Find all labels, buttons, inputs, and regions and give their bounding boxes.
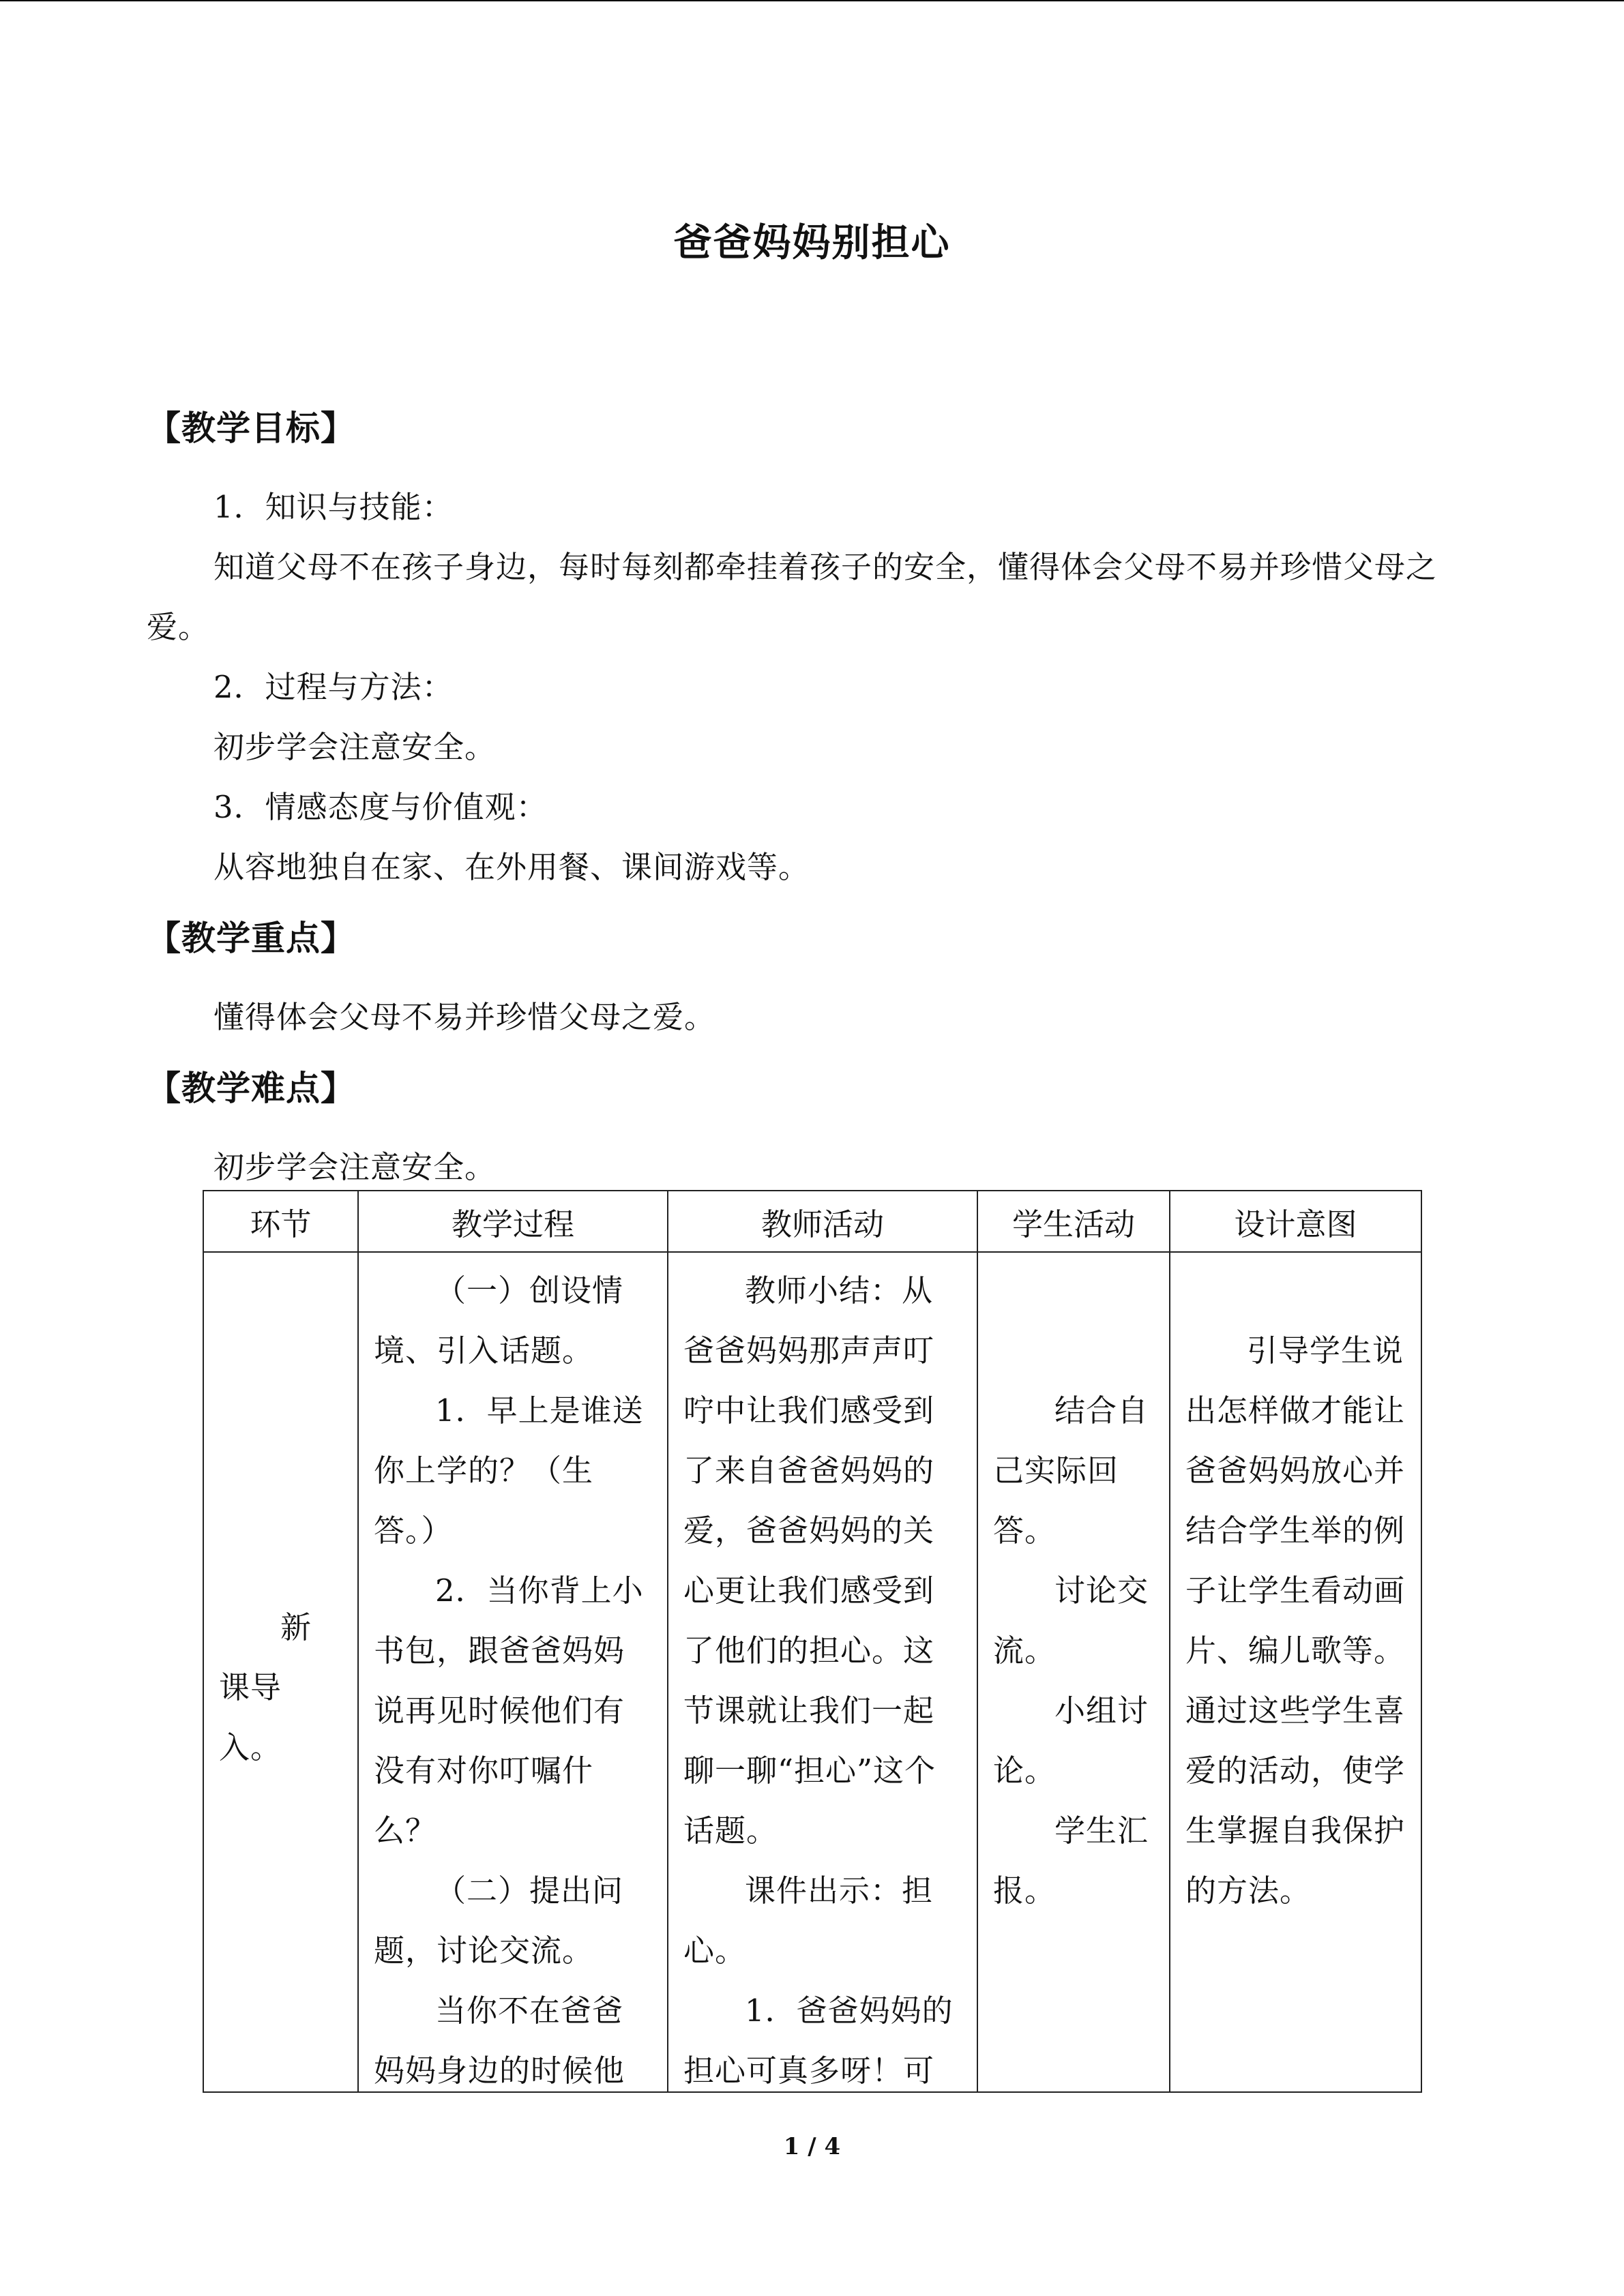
page-top-border [0, 0, 1624, 1]
intent-text: 引导学生说出怎样做才能让爸爸妈妈放心并结合学生举的例子让学生看动画片、编儿歌等。通过这些学生喜爱的活动，使学生掌握自我保护的方法。 [1185, 1332, 1406, 1909]
goals-heading: 【教学目标】 [147, 408, 355, 448]
lesson-table [203, 1190, 1422, 2093]
difficulty-heading: 【教学难点】 [147, 1068, 355, 1108]
keypoint-text: 懂得体会父母不易并珍惜父母之爱。 [213, 999, 716, 1035]
teacher-line: 课件出示：担心。 [683, 1873, 934, 1969]
header-process: 教学过程 [358, 1191, 668, 1252]
goals-item-3: 2．过程与方法： [213, 669, 454, 705]
student-line: 讨论交流。 [993, 1572, 1149, 1669]
header-student: 学生活动 [977, 1191, 1170, 1252]
header-stage: 环节 [203, 1191, 358, 1252]
goals-item-6: 从容地独自在家、在外用餐、课间游戏等。 [213, 849, 810, 885]
difficulty-text: 初步学会注意安全。 [213, 1149, 497, 1185]
document-title: 爸爸妈妈别担心 [673, 220, 951, 265]
student-line: 小组讨论。 [993, 1693, 1149, 1789]
goals-item-2: 知道父母不在孩子身边，每时每刻都牵挂着孩子的安全，懂得体会父母不易并珍惜父母之爱。 [147, 549, 1438, 645]
header-intent: 设计意图 [1170, 1191, 1421, 1252]
stage-cell [203, 1252, 358, 2092]
student-cell [977, 1252, 1170, 2092]
teacher-line: 1．爸爸妈妈的担心可真多呀！可 [683, 1993, 954, 2089]
teacher-cell [668, 1252, 977, 2092]
keypoint-heading: 【教学重点】 [147, 918, 355, 958]
teacher-line: 教师小结：从爸爸妈妈那声声叮咛中让我们感受到了来自爸爸妈妈的爱，爸爸妈妈的关心更让我们感受到了他们的担心。这节课就让我们一起聊一聊“担心”这个话题。 [683, 1272, 936, 1849]
goals-item-1: 1．知识与技能： [213, 489, 454, 525]
process-cell [358, 1252, 668, 2092]
process-line: 2．当你背上小书包，跟爸爸妈妈说再见时候他们有没有对你叮嘱什么？ [374, 1572, 644, 1849]
process-line: （二）提出问题，讨论交流。 [374, 1873, 624, 1969]
process-line: 1．早上是谁送你上学的？（生答。） [374, 1392, 644, 1549]
goals-item-5: 3．情感态度与价值观： [213, 789, 548, 825]
stage-text: 新课导入。 [219, 1609, 312, 1765]
intent-cell [1170, 1252, 1421, 2092]
header-teacher: 教师活动 [668, 1191, 977, 1252]
goals-item-4: 初步学会注意安全。 [213, 729, 497, 765]
table-header-row [203, 1191, 1421, 1252]
process-line: 当你不在爸爸妈妈身边的时候他 [374, 1993, 625, 2089]
student-line: 结合自己实际回答。 [993, 1392, 1149, 1549]
table-row [203, 1252, 1421, 2092]
student-line: 学生汇报。 [993, 1813, 1149, 1909]
process-line: （一）创设情境、引入话题。 [374, 1272, 624, 1369]
page-number: 1 / 4 [783, 2133, 841, 2160]
